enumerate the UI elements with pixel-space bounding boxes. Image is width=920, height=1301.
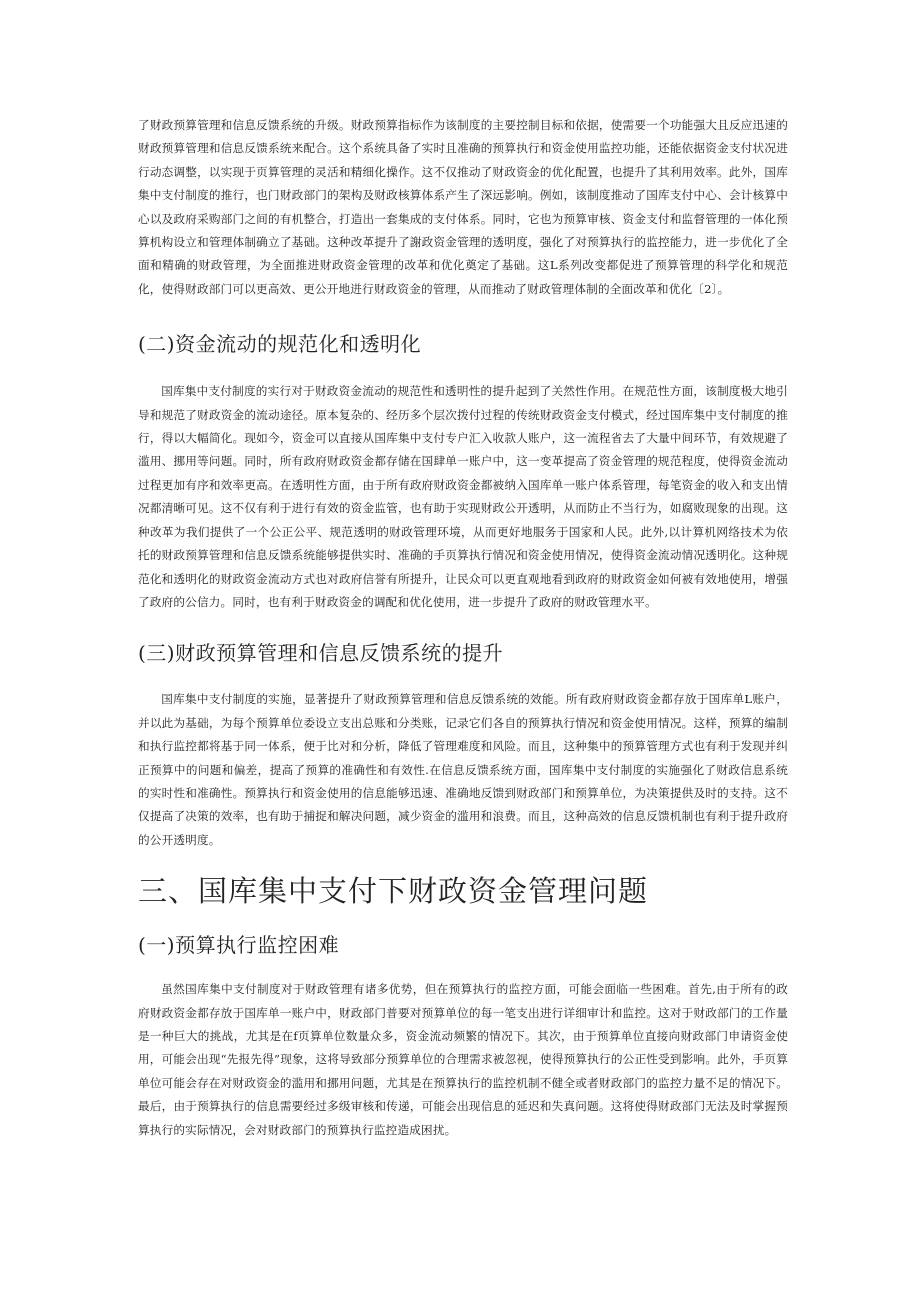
- body-paragraph: 了财政预算管理和信息反馈系统的升级。财政预算指标作为该制度的主要控制目标和依据，使需要一个功能强大且反应迅速的财政预算管理和信息反馈系统来配合。这个系统具备了实时且准确的预算执行和资金使用监控功能，还能依据资金支付状况进行动态调整，以实现于页算管理的灵活和精细化操作。这不仅推动了财政资金的优化配置，也提升了其利用效率。此外，国库集中支付制度的推行，也门财政部门的架构及财政核算体系产生了深远影响。例如，该制度推动了国库支付中心、会计核算中心以及政府采购部门之间的有机整合，打造出一套集成的支付体系。同时，它也为预算审核、资金支付和监督管理的一体化预算机构设立和管理体制确立了基础。这种改革提升了謝政资金管理的透明度，强化了对预算执行的监控能力，进一步优化了全面和精确的财政管理，为全面推进财政资金管理的改革和优化奠定了基础。这L系列改变都促进了预算管理的科学化和规范化，使得财政部门可以更高效、更公开地进行财政资金的管理，从而推动了财政管理体制的全面改革和优化〔2〕。: [138, 118, 788, 296]
- chapter-heading: 三、国库集中支付下财政资金管理问题: [138, 874, 649, 909]
- document-page: [138, 112, 788, 1142]
- section-heading: (三)财政预算管理和信息反馈系统的提升: [138, 641, 504, 666]
- section-heading: (二)资金流动的规范化和透明化: [138, 332, 422, 357]
- body-paragraph: 国库集中支付制度的实行对于财政资金流动的规范性和透明性的提升起到了关然性作用。在规范性方面，该制度极大地引导和规范了财政资金的流动途径。原本复杂的、经历多个层次拨付过程的传统财政资金支付模式，经过国库集中支付制度的推行，得以大幅简化。现如今，资金可以直接从国库集中支付专户汇入收款人账户，这一流程省去了大量中间环节，有效规避了滥用、挪用等问题。同时，所有政府财政资金都存储在国肆单一账户中，这一变革提高了资金管理的规范程度，使得资金流动过程更加有序和效率更高。在透明性方面，由于所有政府财政资金都被纳入国库单一账户体系管理，每笔资金的收入和支出情况都清晰可见。这不仅有利于进行有效的资金监管，也有助于实现财政公开透明，从而防止不当行为，如腐败现象的出现。这种改革为我们提供了一个公正公平、规范透明的财政管理环境，从而更好地服务于国家和人民。此外,以计算机网络技术为依托的财政预算管理和信息反馈系统能够提供实时、准确的手页算执行情况和资金使用情况，使得资金流动情况透明化。这种规范化和透明化的财政资金流动方式也对政府信誉有所提升，让民众可以更直观地看到政府的财政资金如何被有效地使用，增强了政府的公信力。同时，也有利于财政资金的调配和优化使用，进一步提升了政府的财政管理水平。: [138, 384, 788, 609]
- body-paragraph: 虽然国库集中支付制度对于财政管理有诸多优势，但在预算执行的监控方面，可能会面临一些困难。首先,由于所有的政府财政资金都存放于国库单一账户中，财政部门普要对预算单位的每一笔支出进行详细审计和监控。这对于财政部门的工作量是一种巨大的挑战，尤其是在f页算单位数量众多，资金流动频繁的情况下。其次，由于预算单位直接向财政部门申请资金使用，可能会出现“先报先得”现象，这将导致部分预算单位的合理需求被忽视，使得预算执行的公正性受到影响。此外，手页算单位可能会存在对财政资金的滥用和挪用问题，尤其是在预算执行的监控机制不健全或者财政部门的监控力量不足的情况下。最后，由于预算执行的信息需要经过多级审核和传递，可能会出现信息的延迟和失真问题。这将使得财政部门无法及时掌握预算执行的实际情况，会对财政部门的预算执行监控造成困扰。: [138, 982, 788, 1137]
- section-heading: (一)预算执行监控困难: [138, 933, 340, 958]
- body-paragraph: 国库集中支付制度的实施，显著提升了财政预算管理和信息反馈系统的效能。所有政府财政资金都存放于国库单L账户，并以此为基础，为每个预算单位委设立支出总账和分类账，记录它们各自的预算执行情况和资金使用情况。这样，预算的编制和执行监控都将基于同一体系，便于比对和分析，降低了管理难度和风险。而且，这种集中的预算管理方式也有利于发现并纠正预算中的问题和偏差，提高了预算的准确性和有效性.在信息反馈系统方面，国库集中支付制度的实施强化了财政信息系统的实时性和准确性。预算执行和资金使用的信息能够迅速、准确地反馈到财政部门和预算单位，为决策提供及时的支持。这不仅提高了决策的效率，也有助于捕捉和解决问题，减少资金的滥用和浪费。而且，这种高效的信息反馈机制也有利于提升政府的公开透明度。: [138, 692, 788, 847]
